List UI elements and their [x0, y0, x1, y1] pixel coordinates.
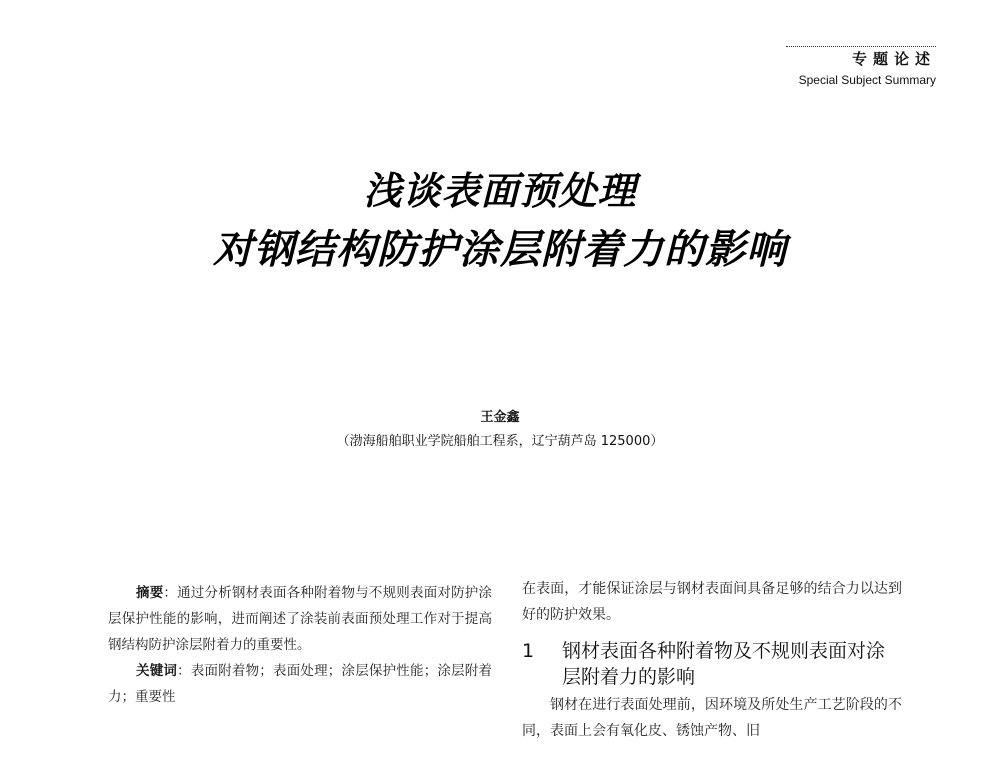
- column-header: [799, 48, 936, 87]
- author-affiliation: （渤海船舶职业学院船舶工程系，辽宁葫芦岛 125000）: [336, 434, 664, 449]
- column-name-cn: 专题论述: [851, 50, 936, 68]
- keywords-text: ：表面附着物；表面处理；涂层保护性能；涂层附着力；重要性: [108, 663, 493, 705]
- left-column: [108, 580, 492, 710]
- article-title-line1: 浅谈表面预处理: [363, 169, 637, 213]
- continued-paragraph: 在表面，才能保证涂层与钢材表面间具备足够的结合力以达到好的防护效果。: [522, 581, 902, 623]
- section-1-paragraph: 钢材在进行表面处理前，因环境及所处生产工艺阶段的不同，表面上会有氧化皮、锈蚀产物、旧: [522, 697, 902, 739]
- abstract-text: ：通过分析钢材表面各种附着物与不规则表面对防护涂层保护性能的影响，进而阐述了涂装前表面预处理工作对于提高钢结构防护涂层附着力的重要性。: [108, 585, 493, 653]
- column-name-en: Special Subject Summary: [798, 73, 936, 87]
- section-1-heading: [522, 638, 902, 690]
- keywords: [108, 658, 492, 710]
- section-1-title: 钢材表面各种附着物及不规则表面对涂层附着力的影响: [562, 640, 886, 688]
- article-title-line2: 对钢结构防护涂层附着力的影响: [213, 227, 787, 273]
- abstract: [108, 580, 492, 658]
- section-1-number: 1: [522, 640, 535, 662]
- right-column: [522, 576, 902, 744]
- author-name: 王金鑫: [480, 410, 520, 425]
- header-rule: [786, 46, 936, 47]
- abstract-label: 摘要: [136, 585, 164, 601]
- keywords-label: 关键词: [136, 663, 178, 679]
